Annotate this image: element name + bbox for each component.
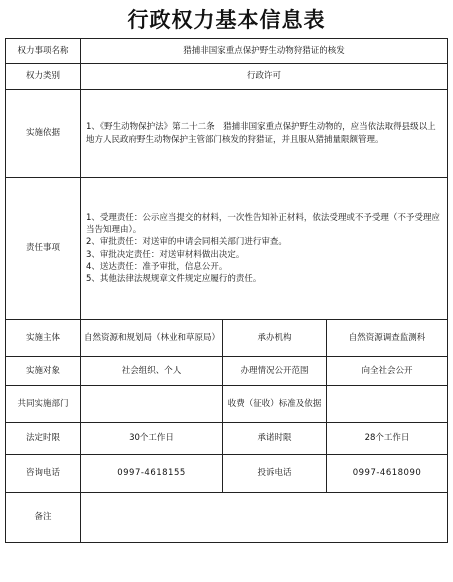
info-table: [5, 38, 448, 543]
row-target: [6, 357, 448, 386]
row-deadline: [6, 423, 448, 455]
label-responsibility: 责任事项: [6, 178, 81, 320]
responsibility-item: 2、审批责任：对送审的申请会同相关部门进行审查。: [86, 237, 287, 248]
label-handler: 承办机构: [223, 320, 327, 357]
value-category: 行政许可: [81, 64, 448, 90]
value-consult-phone: 0997-4618155: [81, 455, 223, 493]
label-category: 权力类别: [6, 64, 81, 90]
label-subject: 实施主体: [6, 320, 81, 357]
label-promise: 承诺时限: [223, 423, 327, 455]
label-consult-phone: 咨询电话: [6, 455, 81, 493]
row-joint: [6, 386, 448, 423]
value-target: 社会组织、个人: [81, 357, 223, 386]
row-item-name: [6, 39, 448, 64]
row-phone: [6, 455, 448, 493]
label-joint: 共同实施部门: [6, 386, 81, 423]
value-item-name: 猎捕非国家重点保护野生动物狩猎证的核发: [81, 39, 448, 64]
label-disclosure: 办理情况公开范围: [223, 357, 327, 386]
responsibility-item: 5、其他法律法规规章文件规定应履行的责任。: [86, 274, 262, 285]
row-responsibility: [6, 178, 448, 320]
responsibility-item: 1、受理责任：公示应当提交的材料，一次性告知补正材料，依法受理或不予受理（不予受理应当告知理由）。: [86, 212, 440, 235]
value-responsibility: [81, 178, 448, 320]
label-basis: 实施依据: [6, 90, 81, 178]
value-promise: 28个工作日: [327, 423, 448, 455]
responsibility-item: 3、审批决定责任：对送审材料做出决定。: [86, 249, 245, 260]
value-handler: 自然资源调查监测科: [327, 320, 448, 357]
row-category: [6, 64, 448, 90]
value-fee: [327, 386, 448, 423]
row-basis: [6, 90, 448, 178]
label-deadline: 法定时限: [6, 423, 81, 455]
label-target: 实施对象: [6, 357, 81, 386]
value-subject: 自然资源和规划局（林业和草原局）: [81, 320, 223, 357]
value-disclosure: 向全社会公开: [327, 357, 448, 386]
value-remark: [81, 493, 448, 543]
value-complaint-phone: 0997-4618090: [327, 455, 448, 493]
page-title: 行政权力基本信息表: [127, 7, 326, 32]
row-remark: [6, 493, 448, 543]
row-subject: [6, 320, 448, 357]
label-remark: 备注: [6, 493, 81, 543]
label-fee: 收费（征收）标准及依据: [223, 386, 327, 423]
value-deadline: 30个工作日: [81, 423, 223, 455]
label-complaint-phone: 投诉电话: [223, 455, 327, 493]
value-joint: [81, 386, 223, 423]
value-basis: 1、《野生动物保护法》第二十二条 猎捕非国家重点保护野生动物的，应当依法取得县级以上地方人民政府野生动物保护主管部门核发的狩猎证，并且服从猎捕量限额管理。: [81, 90, 448, 178]
label-item-name: 权力事项名称: [6, 39, 81, 64]
responsibility-item: 4、送达责任：准予审批，信息公开。: [86, 261, 228, 272]
